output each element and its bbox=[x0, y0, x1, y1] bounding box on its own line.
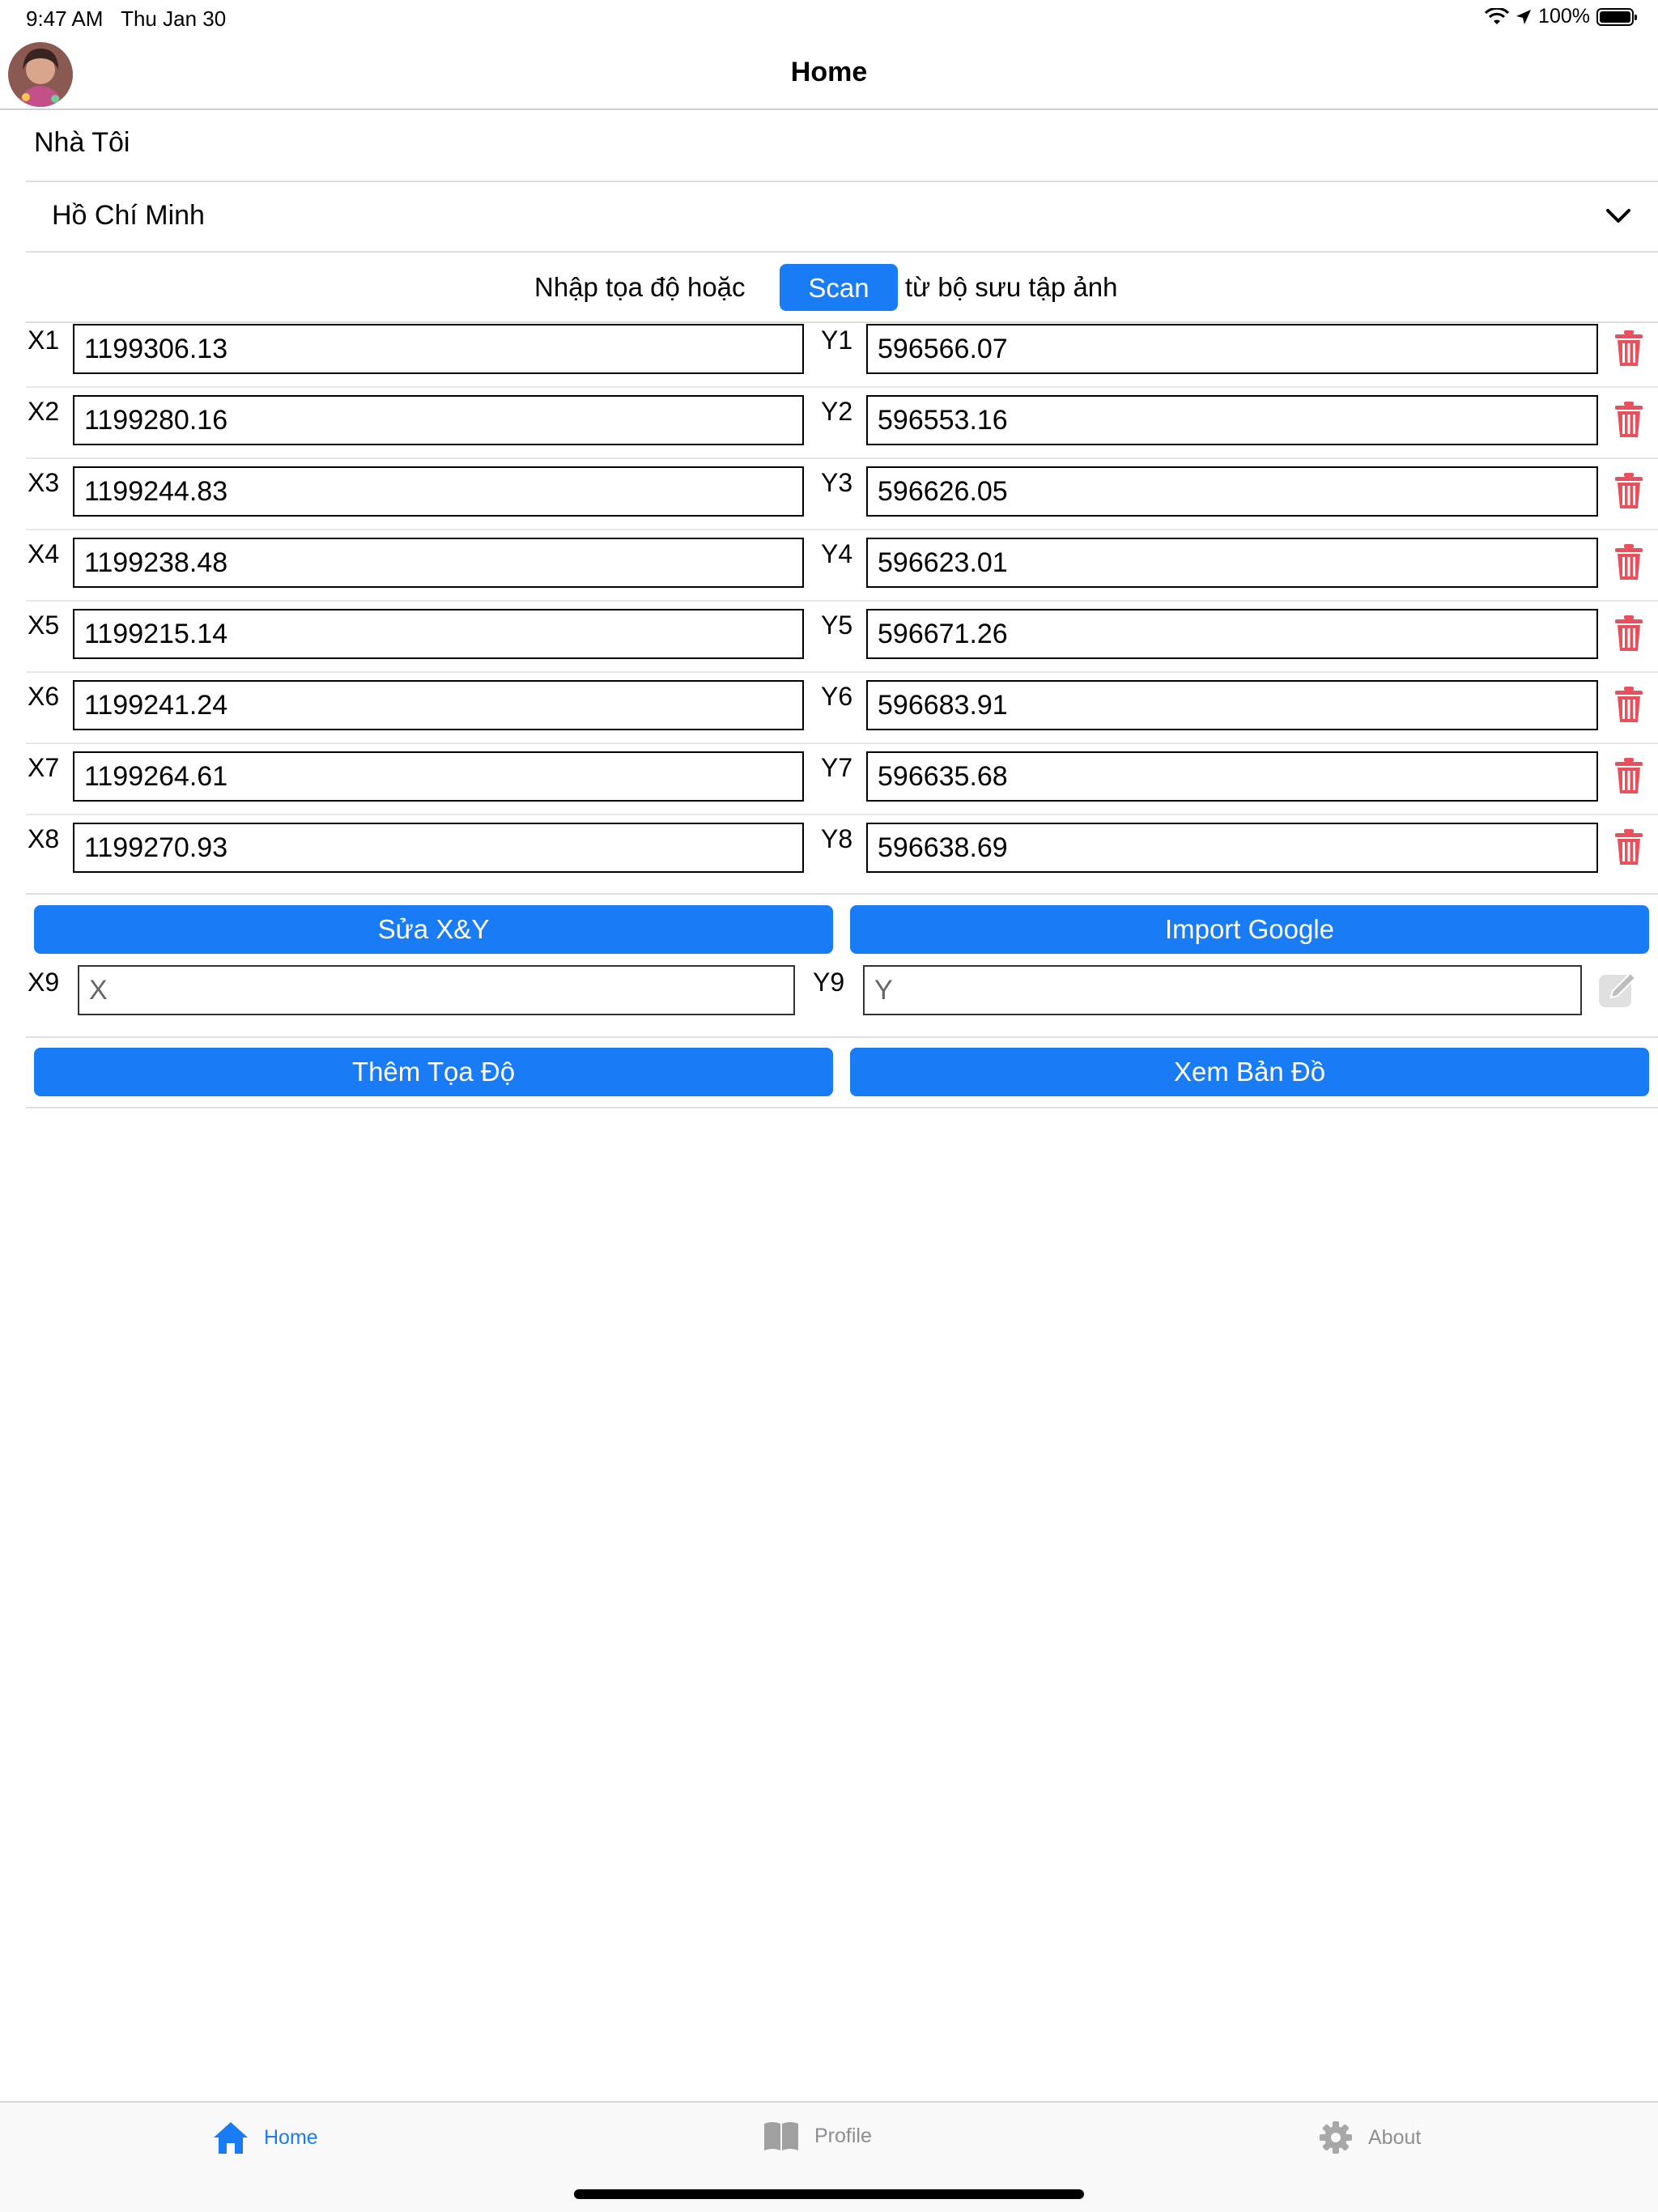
tab-about[interactable] bbox=[1318, 2120, 1421, 2155]
nav-divider bbox=[0, 108, 1658, 110]
scan-prefix-text: Nhập tọa độ hoặc bbox=[534, 272, 746, 302]
divider bbox=[26, 321, 1658, 323]
status-date: Thu Jan 30 bbox=[121, 6, 227, 31]
y-label: Y8 bbox=[821, 824, 853, 853]
trash-icon[interactable] bbox=[1613, 685, 1645, 724]
battery-icon bbox=[1596, 8, 1634, 26]
x-label: X1 bbox=[28, 325, 60, 355]
new-x-label: X9 bbox=[28, 968, 60, 997]
house-icon bbox=[212, 2120, 249, 2155]
new-y-input[interactable] bbox=[863, 965, 1582, 1015]
wifi-icon bbox=[1485, 8, 1509, 26]
y-input[interactable] bbox=[866, 609, 1598, 659]
row-divider bbox=[26, 600, 1658, 602]
trash-icon[interactable] bbox=[1613, 329, 1645, 368]
tab-profile[interactable] bbox=[763, 2120, 872, 2152]
x-input[interactable] bbox=[73, 466, 804, 517]
x-label: X4 bbox=[28, 539, 60, 568]
x-input[interactable] bbox=[73, 751, 804, 802]
edit-xy-button[interactable]: Sửa X&Y bbox=[34, 905, 833, 954]
book-icon bbox=[763, 2120, 800, 2152]
y-label: Y1 bbox=[821, 325, 853, 355]
y-input[interactable] bbox=[866, 538, 1598, 588]
view-map-button[interactable]: Xem Bản Đồ bbox=[850, 1048, 1649, 1096]
y-input[interactable] bbox=[866, 324, 1598, 374]
city-selected-value: Hồ Chí Minh bbox=[52, 200, 205, 231]
x-input[interactable] bbox=[73, 609, 804, 659]
tab-label: About bbox=[1368, 2125, 1422, 2149]
x-input[interactable] bbox=[73, 395, 804, 445]
trash-icon[interactable] bbox=[1613, 827, 1645, 866]
y-label: Y2 bbox=[821, 397, 853, 426]
page-title: Home bbox=[790, 57, 868, 87]
trash-icon[interactable] bbox=[1613, 542, 1645, 581]
scan-suffix-text: từ bộ sưu tập ảnh bbox=[905, 272, 1118, 302]
status-time: 9:47 AM bbox=[26, 6, 104, 31]
row-divider bbox=[26, 457, 1658, 459]
import-google-button[interactable]: Import Google bbox=[850, 905, 1649, 954]
tab-home[interactable] bbox=[212, 2120, 318, 2155]
x-input[interactable] bbox=[73, 680, 804, 730]
y-input[interactable] bbox=[866, 680, 1598, 730]
status-bar-time bbox=[26, 6, 226, 32]
y-label: Y3 bbox=[821, 468, 853, 497]
y-input[interactable] bbox=[866, 466, 1598, 517]
divider bbox=[26, 181, 1658, 182]
row-divider bbox=[26, 671, 1658, 673]
trash-icon[interactable] bbox=[1613, 471, 1645, 510]
x-label: X2 bbox=[28, 397, 60, 426]
trash-icon[interactable] bbox=[1613, 400, 1645, 439]
tab-label: Home bbox=[264, 2125, 318, 2149]
y-label: Y4 bbox=[821, 539, 853, 568]
x-input[interactable] bbox=[73, 538, 804, 588]
y-label: Y5 bbox=[821, 610, 853, 640]
tab-label: Profile bbox=[814, 2124, 872, 2147]
trash-icon[interactable] bbox=[1613, 614, 1645, 653]
y-input[interactable] bbox=[866, 823, 1598, 873]
row-divider bbox=[26, 814, 1658, 815]
status-bar-right bbox=[1485, 5, 1634, 28]
x-input[interactable] bbox=[73, 823, 804, 873]
battery-percent: 100% bbox=[1538, 5, 1590, 28]
row-divider bbox=[26, 529, 1658, 530]
trash-icon[interactable] bbox=[1613, 756, 1645, 795]
x-label: X8 bbox=[28, 824, 60, 853]
scan-button[interactable]: Scan bbox=[780, 264, 898, 311]
new-y-label: Y9 bbox=[813, 968, 845, 997]
chevron-down-icon[interactable] bbox=[1605, 204, 1632, 227]
divider bbox=[26, 251, 1658, 253]
x-label: X7 bbox=[28, 753, 60, 782]
location-arrow-icon bbox=[1516, 9, 1532, 25]
x-label: X6 bbox=[28, 682, 60, 711]
add-coordinate-button[interactable]: Thêm Tọa Độ bbox=[34, 1048, 833, 1096]
divider bbox=[26, 1036, 1658, 1038]
divider bbox=[26, 893, 1658, 895]
edit-pencil-icon[interactable] bbox=[1596, 968, 1640, 1012]
home-indicator bbox=[574, 2189, 1084, 2199]
divider bbox=[26, 1107, 1658, 1108]
city-dropdown[interactable] bbox=[26, 183, 1647, 251]
gear-icon bbox=[1318, 2120, 1354, 2155]
home-name-label: Nhà Tôi bbox=[34, 127, 130, 158]
row-divider bbox=[26, 386, 1658, 388]
y-label: Y7 bbox=[821, 753, 853, 782]
row-divider bbox=[26, 742, 1658, 744]
new-x-input[interactable] bbox=[78, 965, 795, 1015]
y-input[interactable] bbox=[866, 395, 1598, 445]
y-input[interactable] bbox=[866, 751, 1598, 802]
y-label: Y6 bbox=[821, 682, 853, 711]
x-label: X5 bbox=[28, 610, 60, 640]
x-input[interactable] bbox=[73, 324, 804, 374]
x-label: X3 bbox=[28, 468, 60, 497]
